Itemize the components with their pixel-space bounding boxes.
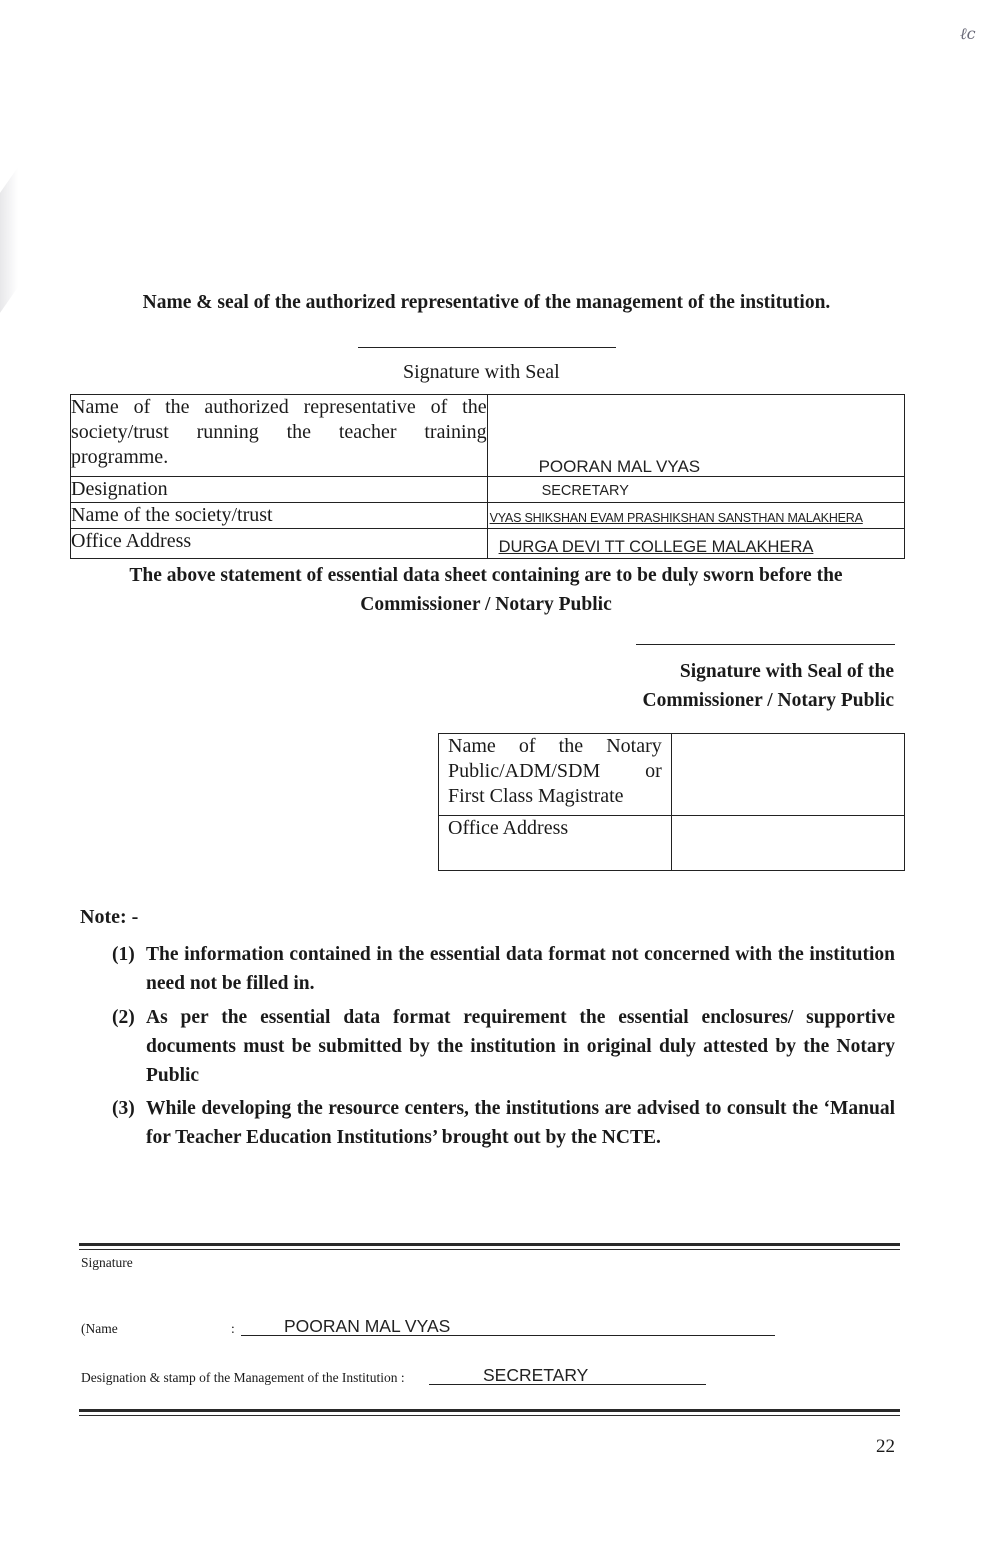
note-number: (3)	[112, 1098, 135, 1119]
statement-line-2: Commissioner / Notary Public	[360, 594, 612, 615]
page-number: 22	[876, 1436, 895, 1457]
footer-signature-label: Signature	[81, 1255, 133, 1270]
note-text: As per the essential data format requirement the essential enclosures/ supportive documents must be submitted by the institution in original duly attested by the Notary Public	[146, 1007, 895, 1086]
society-name-cell	[487, 503, 904, 529]
note-number: (2)	[112, 1007, 135, 1028]
rep-name-label: Name of the authorized representative of the society/trust running the teacher training programme.	[71, 395, 488, 477]
table-row	[439, 734, 905, 816]
scan-edge-shadow	[0, 167, 18, 313]
note-heading: Note: -	[80, 906, 139, 928]
notary-signature-line	[636, 644, 895, 645]
page-heading: Name & seal of the authorized representative of the management of the institution.	[142, 292, 831, 313]
footer-name-value: POORAN MAL VYAS	[284, 1316, 451, 1336]
note-number: (1)	[112, 944, 135, 965]
society-name-label: Name of the society/trust	[71, 503, 488, 529]
signature-caption: Signature with Seal	[403, 361, 560, 383]
office-address-cell	[487, 529, 904, 559]
statement-line-1: The above statement of essential data sheet containing are to be duly sworn before the	[129, 565, 843, 586]
notary-name-value	[671, 734, 904, 816]
footer-designation-label: Designation & stamp of the Management of the Institution :	[81, 1370, 405, 1385]
representative-table	[70, 394, 905, 559]
table-row	[71, 477, 905, 503]
footer-name-label: (Name	[81, 1321, 118, 1336]
footer-top-rule	[79, 1243, 900, 1250]
notary-signature-caption	[642, 657, 894, 715]
notary-office-value	[671, 816, 904, 871]
note-item	[112, 1094, 895, 1152]
footer-bottom-rule	[79, 1409, 900, 1416]
handwritten-mark: ℓc	[960, 24, 976, 43]
office-address-label: Office Address	[71, 529, 488, 559]
table-row	[439, 816, 905, 871]
table-row	[71, 503, 905, 529]
notary-office-label: Office Address	[439, 816, 672, 871]
signature-line	[358, 347, 616, 348]
rep-name-value: POORAN MAL VYAS	[538, 457, 701, 476]
rep-name-cell	[487, 395, 904, 477]
notary-table	[438, 733, 905, 871]
notary-caption-line-1: Signature with Seal of the	[679, 661, 894, 682]
note-text: While developing the resource centers, the institutions are advised to consult the ‘Manual for Teacher Education Institutions’ brought out by the NCTE.	[146, 1098, 895, 1148]
note-item	[112, 940, 895, 998]
table-row	[71, 395, 905, 477]
notary-caption-line-2: Commissioner / Notary Public	[642, 690, 894, 711]
notary-name-label: Name of the Notary Public/ADM/SDM or First Class Magistrate	[439, 734, 672, 816]
society-name-value: VYAS SHIKSHAN EVAM PRASHIKSHAN SANSTHAN MALAKHERA	[489, 511, 863, 525]
footer-designation-value: SECRETARY	[483, 1365, 589, 1385]
note-item	[112, 1003, 895, 1090]
designation-cell	[487, 477, 904, 503]
note-text: The information contained in the essential data format not concerned with the institution need not be filled in.	[146, 944, 895, 994]
designation-value: SECRETARY	[541, 483, 629, 499]
statement-text	[70, 561, 902, 619]
table-row	[71, 529, 905, 559]
designation-label: Designation	[71, 477, 488, 503]
office-address-value: DURGA DEVI TT COLLEGE MALAKHERA	[498, 538, 814, 556]
footer-name-colon: :	[231, 1321, 235, 1336]
